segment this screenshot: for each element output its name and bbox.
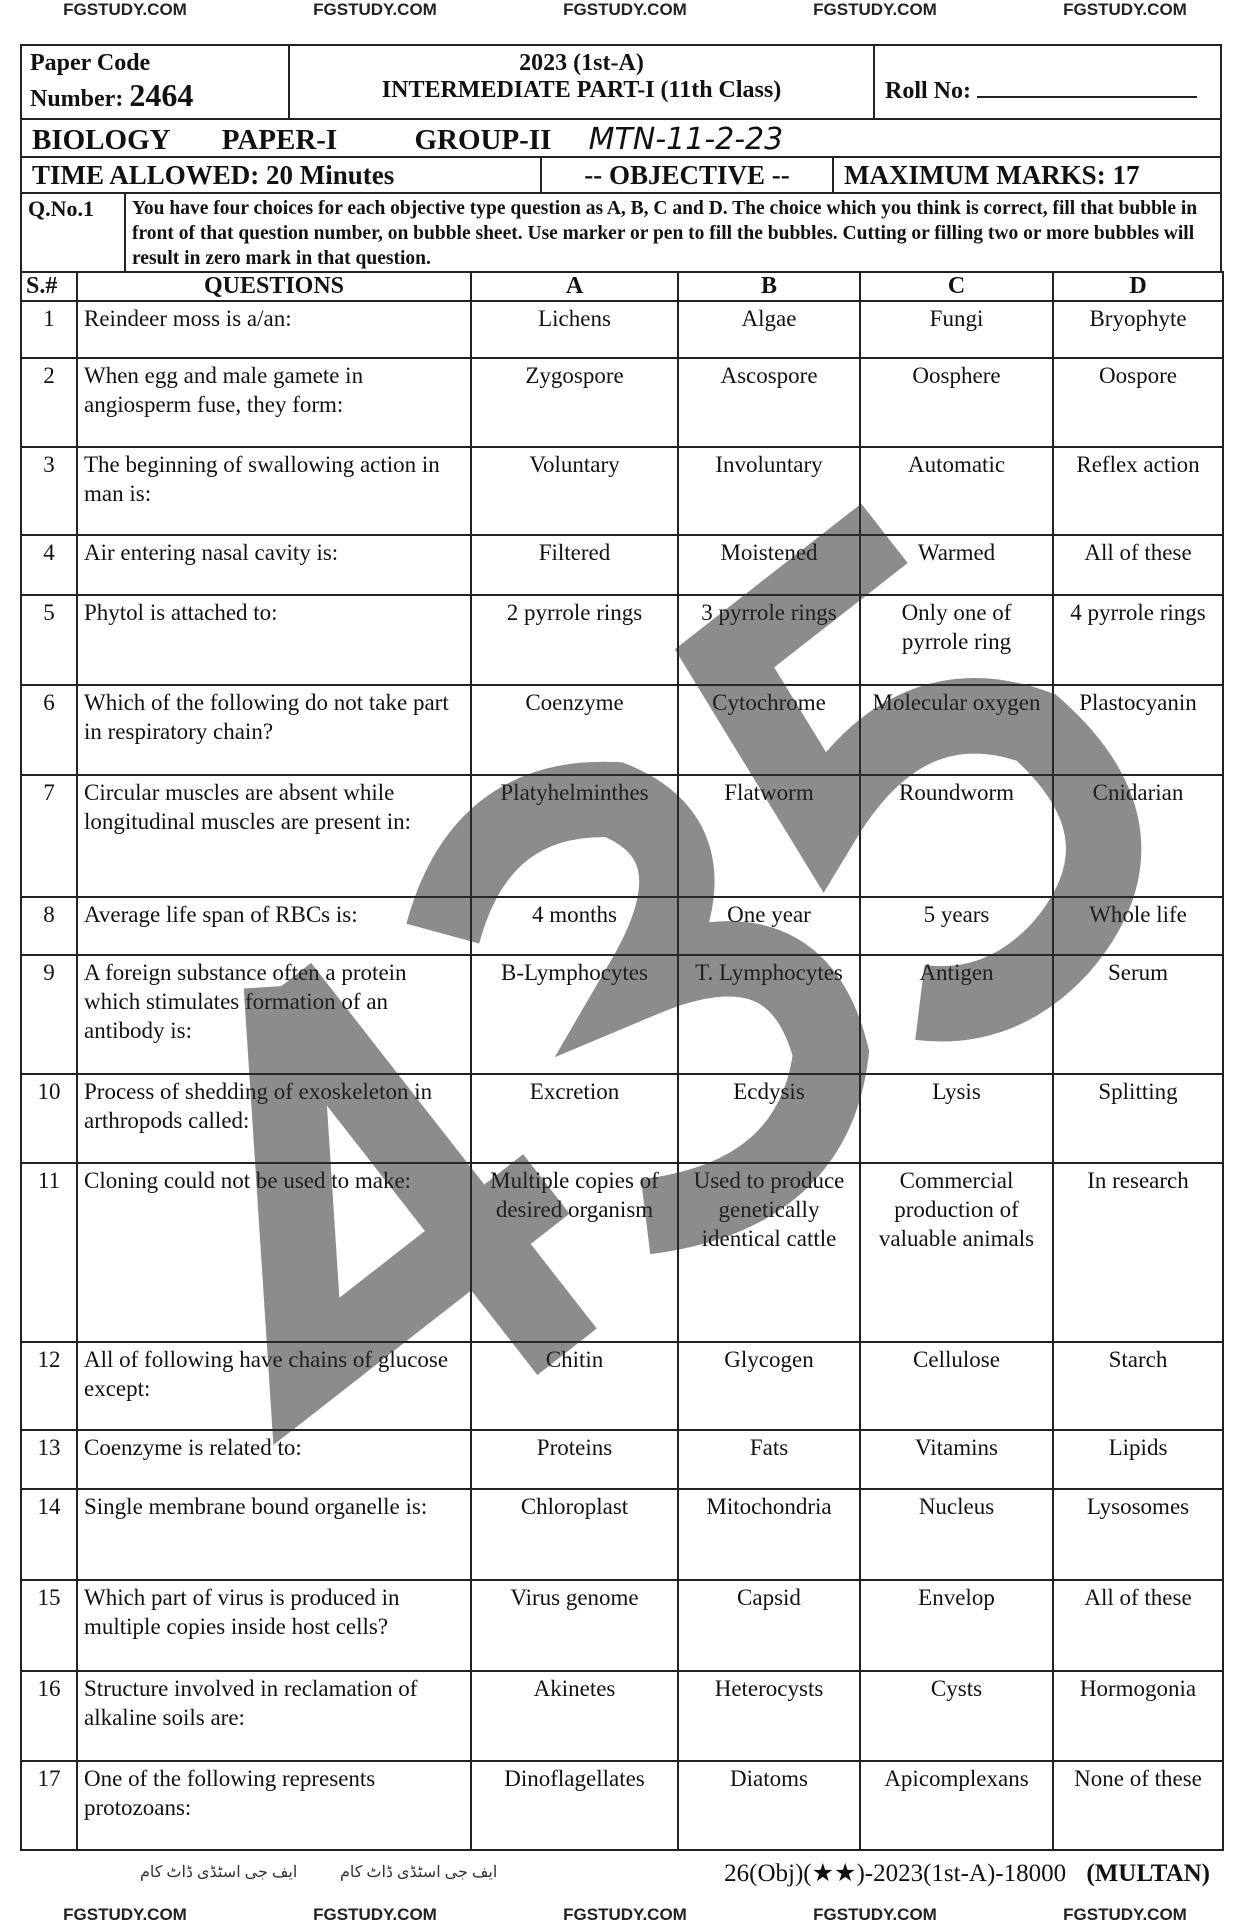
watermark: FGSTUDY.COM xyxy=(63,0,187,19)
exam-year: 2023 (1st-A) xyxy=(519,50,644,76)
option-c: Apicomplexans xyxy=(860,1761,1053,1850)
option-c: Lysis xyxy=(860,1074,1053,1163)
time-allowed: TIME ALLOWED: 20 Minutes xyxy=(22,158,542,192)
watermark: FGSTUDY.COM xyxy=(1063,1905,1187,1924)
option-c: Oosphere xyxy=(860,358,1053,447)
question-text: Air entering nasal cavity is: xyxy=(77,535,471,595)
option-d: All of these xyxy=(1053,535,1223,595)
question-serial: 11 xyxy=(21,1163,77,1342)
table-row xyxy=(21,1074,1223,1163)
option-b: Moistened xyxy=(678,535,860,595)
watermark: FGSTUDY.COM xyxy=(313,0,437,19)
question-text: Phytol is attached to: xyxy=(77,595,471,685)
question-text: Average life span of RBCs is: xyxy=(77,897,471,955)
footer-code-text: 26(Obj)(★★)-2023(1st-A)-18000 xyxy=(724,1860,1067,1887)
option-a: Coenzyme xyxy=(471,685,678,775)
option-c: Cysts xyxy=(860,1671,1053,1761)
board-name: (MULTAN) xyxy=(1086,1860,1210,1887)
col-questions: QUESTIONS xyxy=(77,272,471,301)
option-b: Flatworm xyxy=(678,775,860,897)
watermark: FGSTUDY.COM xyxy=(63,1905,187,1924)
instructions-row xyxy=(20,192,1222,273)
question-text: Structure involved in reclamation of alkaline soils are: xyxy=(77,1671,471,1761)
option-d: Starch xyxy=(1053,1342,1223,1430)
option-b: Ecdysis xyxy=(678,1074,860,1163)
watermark: FGSTUDY.COM xyxy=(813,0,937,19)
option-d: All of these xyxy=(1053,1580,1223,1671)
table-row xyxy=(21,535,1223,595)
option-c: Fungi xyxy=(860,301,1053,358)
table-row xyxy=(21,775,1223,897)
table-row xyxy=(21,1580,1223,1671)
option-c: 5 years xyxy=(860,897,1053,955)
option-c: Roundworm xyxy=(860,775,1053,897)
option-b: Used to produce genetically identical cattle xyxy=(678,1163,860,1342)
question-text: A foreign substance often a protein which stimulates formation of an antibody is: xyxy=(77,955,471,1074)
exam-name: INTERMEDIATE PART-I (11th Class) xyxy=(381,77,782,103)
option-a: Virus genome xyxy=(471,1580,678,1671)
question-serial: 8 xyxy=(21,897,77,955)
watermark: FGSTUDY.COM xyxy=(1063,0,1187,19)
option-c: Warmed xyxy=(860,535,1053,595)
option-b: Diatoms xyxy=(678,1761,860,1850)
option-a: Chitin xyxy=(471,1342,678,1430)
subject: BIOLOGY xyxy=(32,124,170,156)
option-d: Serum xyxy=(1053,955,1223,1074)
table-row xyxy=(21,1761,1223,1850)
col-a: A xyxy=(471,272,678,301)
question-serial: 9 xyxy=(21,955,77,1074)
footer-code xyxy=(724,1858,1210,1888)
urdu-watermark: ایف جی اسٹڈی ڈاٹ کام xyxy=(340,1864,498,1881)
option-c: Vitamins xyxy=(860,1430,1053,1489)
section-title: -- OBJECTIVE -- xyxy=(542,158,834,192)
option-d: Plastocyanin xyxy=(1053,685,1223,775)
option-d: Lysosomes xyxy=(1053,1489,1223,1580)
option-a: B-Lymphocytes xyxy=(471,955,678,1074)
table-row xyxy=(21,1342,1223,1430)
option-c: Commercial production of valuable animals xyxy=(860,1163,1053,1342)
option-d: Bryophyte xyxy=(1053,301,1223,358)
table-row xyxy=(21,897,1223,955)
question-text: One of the following represents protozoans: xyxy=(77,1761,471,1850)
option-b: Cytochrome xyxy=(678,685,860,775)
option-b: Algae xyxy=(678,301,860,358)
option-b: One year xyxy=(678,897,860,955)
option-a: Zygospore xyxy=(471,358,678,447)
option-b: Fats xyxy=(678,1430,860,1489)
question-serial: 5 xyxy=(21,595,77,685)
option-d: Splitting xyxy=(1053,1074,1223,1163)
option-d: In research xyxy=(1053,1163,1223,1342)
question-text: When egg and male gamete in angiosperm fuse, they form: xyxy=(77,358,471,447)
col-d: D xyxy=(1053,272,1223,301)
option-a: Filtered xyxy=(471,535,678,595)
option-a: Akinetes xyxy=(471,1671,678,1761)
col-c: C xyxy=(860,272,1053,301)
watermark: FGSTUDY.COM xyxy=(813,1905,937,1924)
option-b: Mitochondria xyxy=(678,1489,860,1580)
option-b: Ascospore xyxy=(678,358,860,447)
question-text: Process of shedding of exoskeleton in arthropods called: xyxy=(77,1074,471,1163)
question-text: All of following have chains of glucose except: xyxy=(77,1342,471,1430)
question-serial: 12 xyxy=(21,1342,77,1430)
question-serial: 2 xyxy=(21,358,77,447)
paper-code-number: 2464 xyxy=(129,77,194,113)
question-serial: 3 xyxy=(21,447,77,535)
question-text: Coenzyme is related to: xyxy=(77,1430,471,1489)
watermark: FGSTUDY.COM xyxy=(563,0,687,19)
instructions-text: You have four choices for each objective type question as A, B, C and D. The choice which you think is correct, fill that bubble in front of that question number, on bubble sheet. Use marker or pen to fill the bubbles. Cutting or filling two or more bubbles will result in zero mark in that question. xyxy=(132,198,1198,269)
watermark: FGSTUDY.COM xyxy=(313,1905,437,1924)
number-label: Number: xyxy=(30,86,124,112)
roll-no-field[interactable] xyxy=(977,76,1197,98)
table-row xyxy=(21,1489,1223,1580)
option-a: Chloroplast xyxy=(471,1489,678,1580)
table-row xyxy=(21,955,1223,1074)
exam-title-cell xyxy=(290,46,875,118)
option-a: Proteins xyxy=(471,1430,678,1489)
option-c: Molecular oxygen xyxy=(860,685,1053,775)
question-serial: 4 xyxy=(21,535,77,595)
question-text: Which of the following do not take part in respiratory chain? xyxy=(77,685,471,775)
option-d: Cnidarian xyxy=(1053,775,1223,897)
option-d: 4 pyrrole rings xyxy=(1053,595,1223,685)
table-row xyxy=(21,447,1223,535)
option-b: Capsid xyxy=(678,1580,860,1671)
urdu-watermark: ایف جی اسٹڈی ڈاٹ کام xyxy=(140,1864,298,1881)
option-c: Envelop xyxy=(860,1580,1053,1671)
subject-row xyxy=(20,118,1222,158)
option-c: Antigen xyxy=(860,955,1053,1074)
question-text: Reindeer moss is a/an: xyxy=(77,301,471,358)
option-b: T. Lymphocytes xyxy=(678,955,860,1074)
option-a: Excretion xyxy=(471,1074,678,1163)
option-b: Glycogen xyxy=(678,1342,860,1430)
question-serial: 10 xyxy=(21,1074,77,1163)
question-serial: 14 xyxy=(21,1489,77,1580)
question-text: Circular muscles are absent while longitudinal muscles are present in: xyxy=(77,775,471,897)
question-serial: 13 xyxy=(21,1430,77,1489)
table-row xyxy=(21,1430,1223,1489)
option-a: 4 months xyxy=(471,897,678,955)
watermark: FGSTUDY.COM xyxy=(563,1905,687,1924)
option-d: Whole life xyxy=(1053,897,1223,955)
question-text: The beginning of swallowing action in man is: xyxy=(77,447,471,535)
option-c: Nucleus xyxy=(860,1489,1053,1580)
table-row xyxy=(21,1163,1223,1342)
option-d: Lipids xyxy=(1053,1430,1223,1489)
option-b: 3 pyrrole rings xyxy=(678,595,860,685)
option-c: Only one of pyrrole ring xyxy=(860,595,1053,685)
option-a: 2 pyrrole rings xyxy=(471,595,678,685)
col-sn: S.# xyxy=(21,272,77,301)
table-row xyxy=(21,1671,1223,1761)
table-header xyxy=(21,272,1223,301)
question-serial: 6 xyxy=(21,685,77,775)
question-serial: 17 xyxy=(21,1761,77,1850)
header-top-row xyxy=(20,44,1222,120)
paper-code-cell xyxy=(22,46,290,118)
time-row xyxy=(20,156,1222,194)
option-d: Oospore xyxy=(1053,358,1223,447)
bottom-watermarks xyxy=(0,1905,1250,1925)
question-serial: 7 xyxy=(21,775,77,897)
col-b: B xyxy=(678,272,860,301)
table-row xyxy=(21,685,1223,775)
questions-table xyxy=(20,271,1224,1851)
option-c: Cellulose xyxy=(860,1342,1053,1430)
table-row xyxy=(21,595,1223,685)
option-d: Hormogonia xyxy=(1053,1671,1223,1761)
paper-code-label: Paper Code xyxy=(30,50,151,76)
question-text: Cloning could not be used to make: xyxy=(77,1163,471,1342)
table-row xyxy=(21,358,1223,447)
option-d: Reflex action xyxy=(1053,447,1223,535)
table-row xyxy=(21,301,1223,358)
option-a: Lichens xyxy=(471,301,678,358)
question-serial: 1 xyxy=(21,301,77,358)
roll-no-cell xyxy=(875,46,1220,118)
top-watermarks xyxy=(0,0,1250,20)
option-d: None of these xyxy=(1053,1761,1223,1850)
handwritten-note: MTN-11-2-23 xyxy=(588,122,784,157)
question-text: Single membrane bound organelle is: xyxy=(77,1489,471,1580)
group: GROUP-II xyxy=(414,124,552,156)
roll-no-label: Roll No: xyxy=(885,78,971,104)
question-text: Which part of virus is produced in multiple copies inside host cells? xyxy=(77,1580,471,1671)
max-marks: MAXIMUM MARKS: 17 xyxy=(844,160,1140,190)
option-a: Voluntary xyxy=(471,447,678,535)
option-b: Heterocysts xyxy=(678,1671,860,1761)
option-c: Automatic xyxy=(860,447,1053,535)
question-serial: 16 xyxy=(21,1671,77,1761)
option-a: Multiple copies of desired organism xyxy=(471,1163,678,1342)
question-number: Q.No.1 xyxy=(22,194,126,271)
option-a: Platyhelminthes xyxy=(471,775,678,897)
option-a: Dinoflagellates xyxy=(471,1761,678,1850)
question-serial: 15 xyxy=(21,1580,77,1671)
option-b: Involuntary xyxy=(678,447,860,535)
paper: PAPER-I xyxy=(221,124,338,156)
